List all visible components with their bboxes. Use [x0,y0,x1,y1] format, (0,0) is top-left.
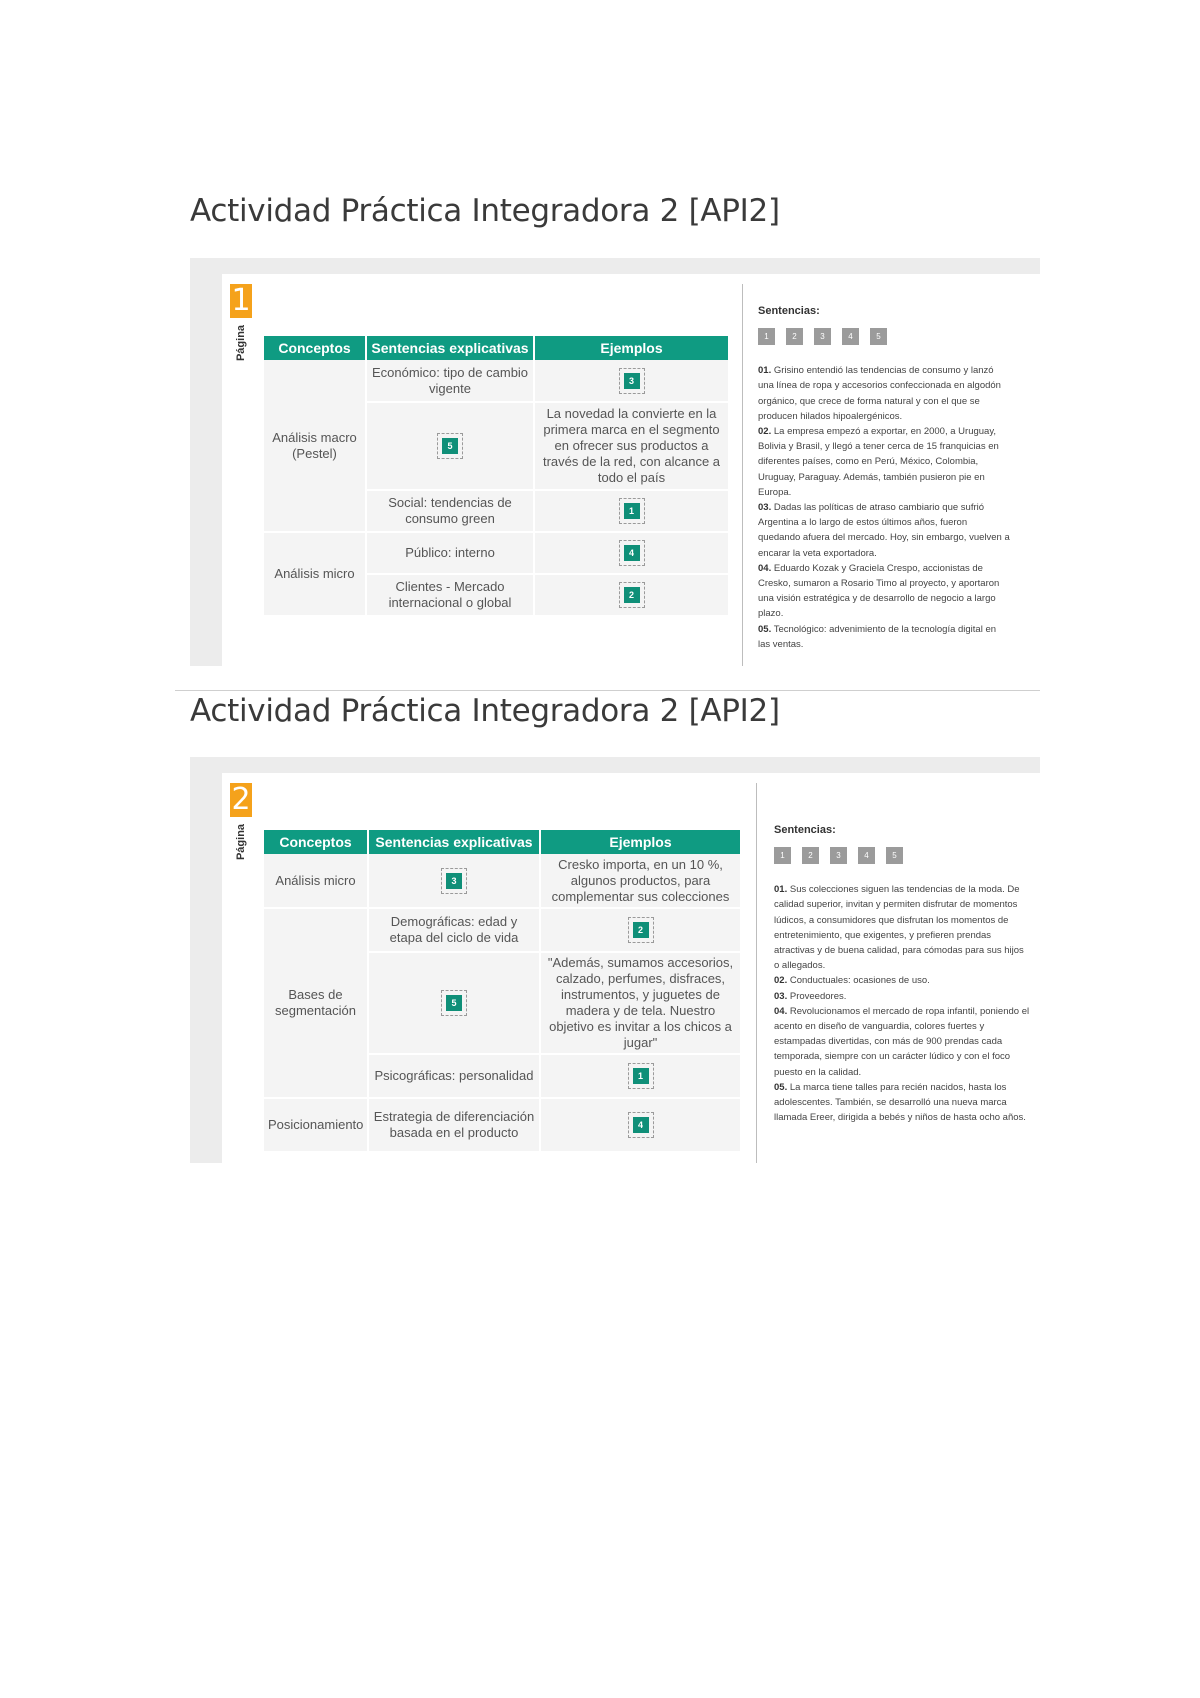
divider [756,783,757,1163]
table-row [264,532,728,574]
answer-chip[interactable]: 5 [446,995,462,1011]
concept-cell: Posicionamiento [264,1098,368,1152]
sentence-item: 01. Sus colecciones siguen las tendencias de la moda. De calidad superior, invitan y permiten disfrutar de momentos lúdicos, a consumidores que disfrutan los momentos de entretenimiento, que exigentes, y prefieren prendas atractivas y de buena calidad, para cómodas para sus hijos o allegados. [774,884,1024,972]
drop-slot[interactable] [628,917,654,943]
sentence-cell: Demográficas: edad y etapa del ciclo de vida [368,908,540,952]
sentence-chip[interactable]: 5 [870,328,887,345]
column-header-conceptos: Conceptos [264,336,366,360]
sentence-chip[interactable]: 4 [842,328,859,345]
sentence-item: 04. Eduardo Kozak y Graciela Crespo, accionistas de Cresko, sumaron a Rosario Timo al proyecto, y aportaron una visión estratégica y de desarrollo de negocio a largo plazo. [758,562,1000,620]
example-cell [534,532,728,574]
sentence-item: 05. La marca tiene talles para recién nacidos, hasta los adolescentes. También, se desarrolló una nueva marca llamada Ereer, dirigida a bebés y niños de hasta ocho años. [774,1081,1026,1124]
activity-slide [190,757,1040,1163]
drop-slot[interactable] [441,868,467,894]
drop-slot[interactable] [628,1063,654,1089]
page-title: Actividad Práctica Integradora 2 [API2] [190,193,780,229]
sentence-chip[interactable]: 5 [886,847,903,864]
sentence-chip[interactable]: 3 [814,328,831,345]
example-cell: Cresko importa, en un 10 %, algunos productos, para complementar sus colecciones [540,854,740,908]
example-cell [534,574,728,616]
sentence-chip[interactable]: 2 [802,847,819,864]
example-cell [540,908,740,952]
column-header-sentencias: Sentencias explicativas [366,336,534,360]
page-number: 1 [231,283,251,318]
concept-cell: Bases de segmentación [264,908,368,1098]
sentences-title: Sentencias: [774,824,836,836]
sentences-panel [758,304,1010,652]
example-cell [540,1098,740,1152]
drop-slot[interactable] [619,498,645,524]
sentences-title: Sentencias: [758,305,820,317]
divider [742,284,743,666]
sentence-chip[interactable]: 4 [858,847,875,864]
concepts-table [264,830,740,1153]
sentence-chips [774,847,1030,864]
sentence-cell: Psicográficas: personalidad [368,1054,540,1098]
column-header-ejemplos: Ejemplos [540,830,740,854]
table-row [264,854,740,908]
answer-chip[interactable]: 2 [624,587,640,603]
sentence-item: 02. Conductuales: ocasiones de uso. [774,975,930,987]
sentence-cell: Estrategia de diferenciación basada en el producto [368,1098,540,1152]
answer-chip[interactable]: 1 [624,503,640,519]
table-row [264,908,740,952]
column-header-ejemplos: Ejemplos [534,336,728,360]
page-label: Página [230,817,252,867]
page-title: Actividad Práctica Integradora 2 [API2] [190,693,780,729]
sentence-item: 04. Revolucionamos el mercado de ropa infantil, poniendo el acento en diseño de vanguardia, colores fuertes y estampadas divertidas, con más de 900 prendas cada temporada, siempre con un carácter lúdico y con el foco puesto en la calidad. [774,1005,1030,1078]
answer-chip[interactable]: 3 [624,373,640,389]
page-badge [230,284,252,368]
example-cell [534,360,728,402]
sentences-panel [774,823,1030,1125]
slide-card [222,274,1040,666]
answer-chip[interactable]: 4 [633,1117,649,1133]
sentence-cell: Económico: tipo de cambio vigente [366,360,534,402]
sentence-item: 03. Dadas las políticas de atraso cambiario que sufrió Argentina a lo largo de estos últimos años, fueron quedando afuera del mercado. Hoy, sin embargo, vuelven a encarar la veta exportadora. [758,502,1010,559]
column-header-conceptos: Conceptos [264,830,368,854]
table-row [264,1098,740,1152]
page-badge [230,783,252,867]
concept-cell: Análisis micro [264,854,368,908]
sentence-cell: Social: tendencias de consumo green [366,490,534,532]
sentence-cell: Público: interno [366,532,534,574]
drop-slot[interactable] [441,990,467,1016]
activity-slide [190,258,1040,666]
answer-chip[interactable]: 3 [446,873,462,889]
sentence-chips [758,328,1010,345]
sentence-item: 02. La empresa empezó a exportar, en 2000, a Uruguay, Bolivia y Brasil, y llegó a tener cerca de 15 franquicias en diferentes países, como en Perú, México, Colombia, Uruguay, Paraguay. Además, también pusieron pie en Europa. [758,426,999,498]
sentence-cell: Clientes - Mercado internacional o global [366,574,534,616]
example-cell [534,490,728,532]
concept-cell: Análisis macro (Pestel) [264,360,366,532]
page-label: Página [230,318,252,368]
sentence-chip[interactable]: 1 [758,328,775,345]
table-row [264,360,728,402]
example-cell [540,1054,740,1098]
drop-slot[interactable] [619,540,645,566]
example-cell: "Además, sumamos accesorios, calzado, perfumes, disfraces, instrumentos, y juguetes de madera y de tela. Nuestro objetivo es invitar a los chicos a jugar" [540,952,740,1054]
column-header-sentencias: Sentencias explicativas [368,830,540,854]
slide-card [222,773,1040,1163]
concepts-table [264,336,728,617]
answer-chip[interactable]: 5 [442,438,458,454]
separator-line [175,690,1040,691]
sentence-item: 01. Grisino entendió las tendencias de consumo y lanzó una línea de ropa y accesorios confeccionada en algodón orgánico, que crece de forma natural y con el que se producen hilados hipoalergénicos. [758,365,1001,422]
drop-slot[interactable] [619,368,645,394]
concept-cell: Análisis micro [264,532,366,616]
sentence-cell [366,402,534,490]
sentence-cell [368,854,540,908]
sentence-item: 05. Tecnológico: advenimiento de la tecnología digital en las ventas. [758,623,997,650]
sentence-chip[interactable]: 3 [830,847,847,864]
answer-chip[interactable]: 1 [633,1068,649,1084]
drop-slot[interactable] [437,433,463,459]
drop-slot[interactable] [619,582,645,608]
page-number: 2 [231,782,251,817]
example-cell: La novedad la convierte en la primera marca en el segmento en ofrecer sus productos a través de la red, con alcance a todo el país [534,402,728,490]
sentence-chip[interactable]: 1 [774,847,791,864]
sentence-cell [368,952,540,1054]
answer-chip[interactable]: 4 [624,545,640,561]
sentence-item: 03. Proveedores. [774,990,847,1002]
sentence-chip[interactable]: 2 [786,328,803,345]
drop-slot[interactable] [628,1112,654,1138]
answer-chip[interactable]: 2 [633,922,649,938]
